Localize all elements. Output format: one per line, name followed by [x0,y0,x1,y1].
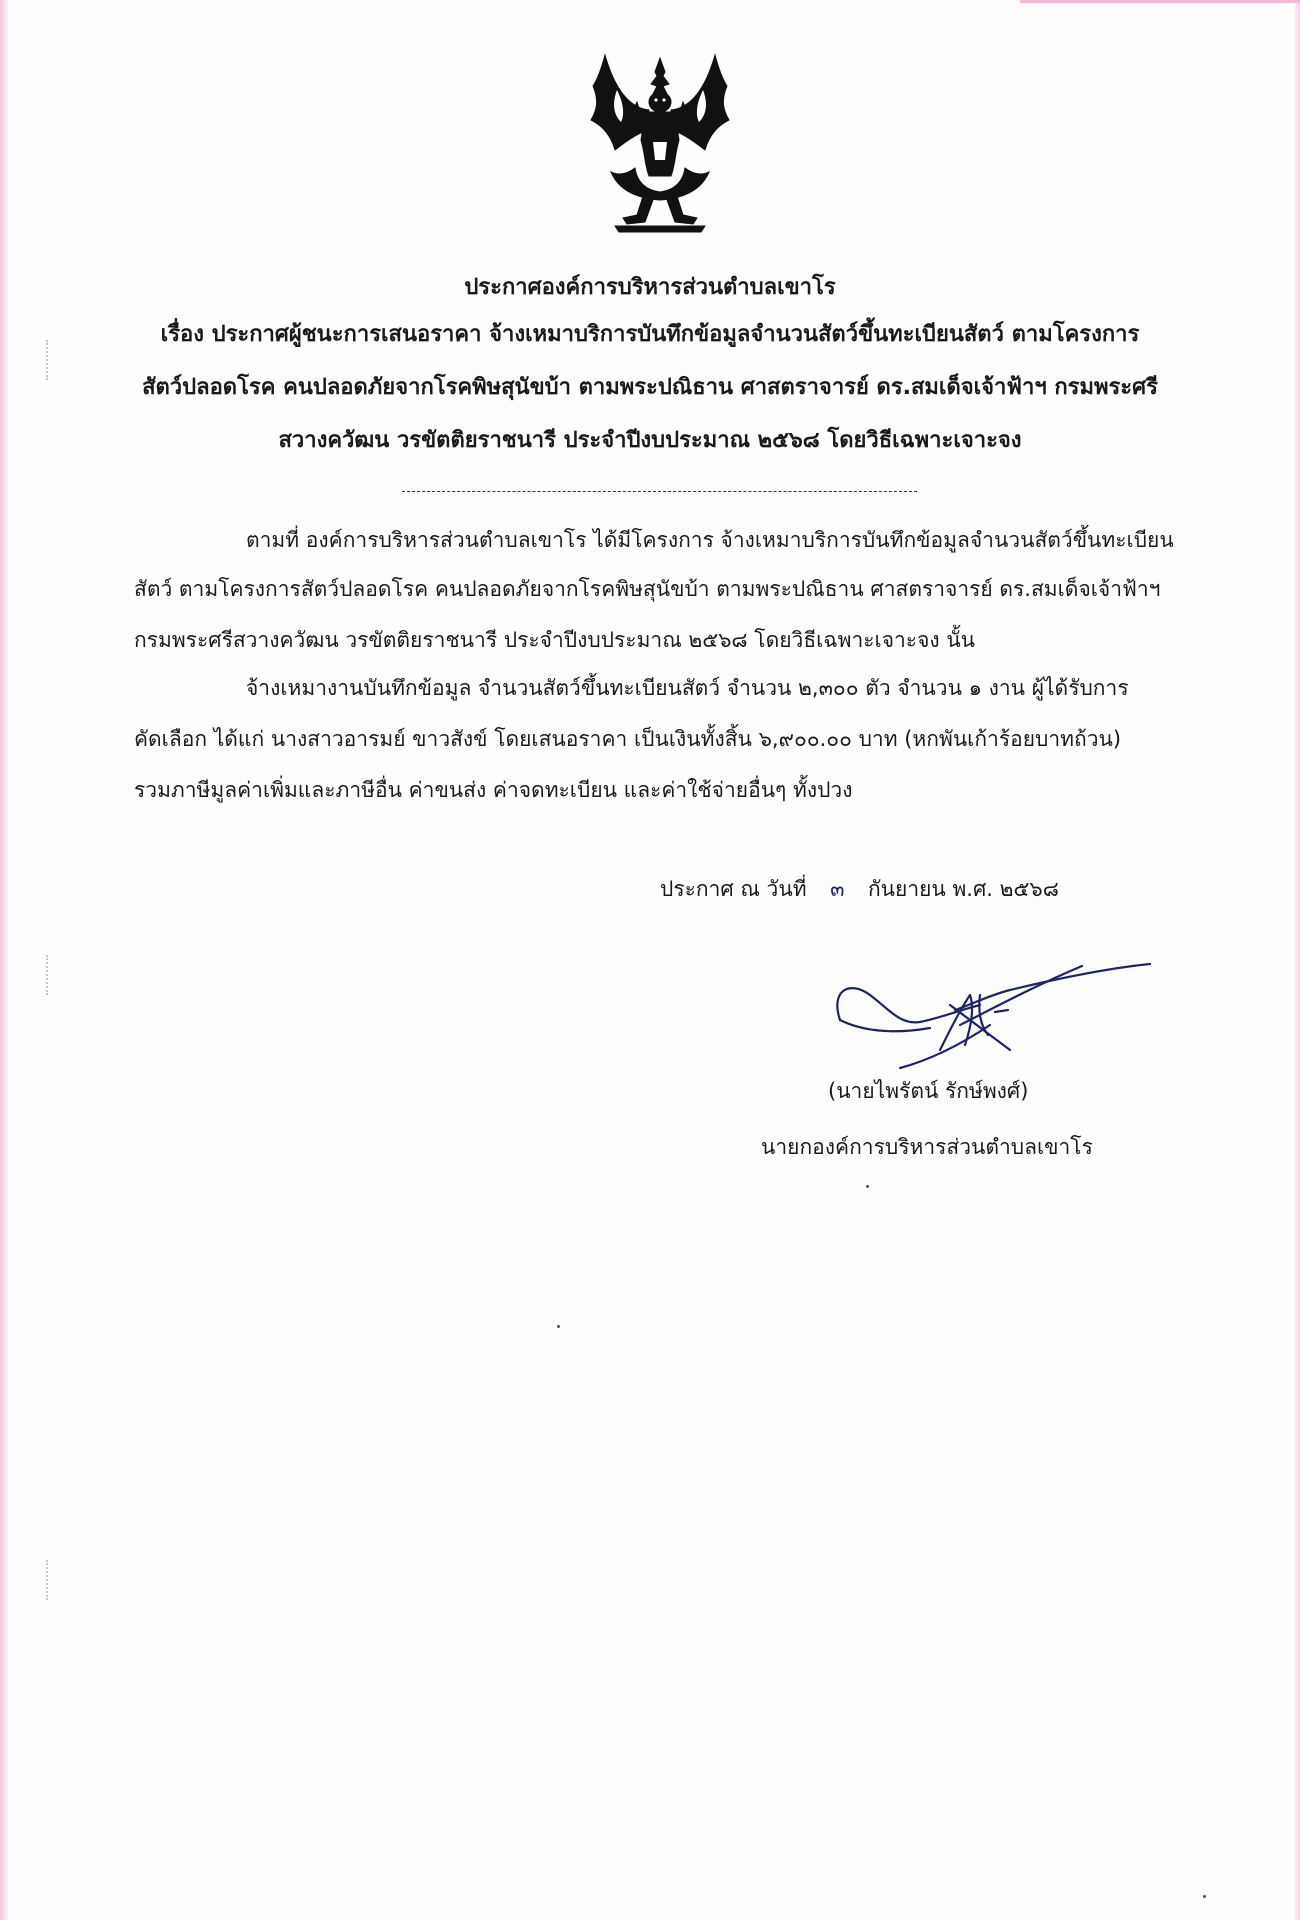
scan-edge-top [1020,0,1300,3]
divider [402,491,917,492]
scan-speck [557,1325,560,1328]
date-prefix: ประกาศ ณ วันที่ [660,877,807,901]
body-text: จ้างเหมางานบันทึกข้อมูล จำนวนสัตว์ขึ้นทะเบียนสัตว์ จำนวน ๒,๓๐๐ ตัว จำนวน ๑ งาน ผู้ได้รับการ [246,676,1129,700]
signatory-position: นายกองค์การบริหารส่วนตำบลเขาโร [761,1135,1093,1159]
body-text: คัดเลือก ได้แก่ นางสาวอารมย์ ขาวสังข์ โดยเสนอราคา เป็นเงินทั้งสิ้น ๖,๙๐๐.๐๐ บาท (หกพันเก้าร้อยบาทถ้วน) [134,727,1122,751]
announcement-title: ประกาศองค์การบริหารส่วนตำบลเขาโร [464,275,836,300]
body-text: ตามที่ องค์การบริหารส่วนตำบลเขาโร ได้มีโครงการ จ้างเหมาบริการบันทึกข้อมูลจำนวนสัตว์ขึ้นทะเบียน [246,528,1174,552]
subject-line: สัตว์ปลอดโรค คนปลอดภัยจากโรคพิษสุนัขบ้า ตามพระปณิธาน ศาสตราจารย์ ดร.สมเด็จเจ้าฟ้าฯ กรมพระศรี [142,375,1158,400]
body-text: รวมภาษีมูลค่าเพิ่มและภาษีอื่น ค่าขนส่ง ค่าจดทะเบียน และค่าใช้จ่ายอื่นๆ ทั้งปวง [134,778,853,802]
punch-mark [46,1560,62,1600]
body-text: กรมพระศรีสวางควัฒน วรขัตติยราชนารี ประจำปีงบประมาณ ๒๕๖๘ โดยวิธีเฉพาะเจาะจง นั้น [134,628,976,652]
scan-speck [866,1185,869,1188]
date-day: ๓ [830,877,845,901]
subject-line: เรื่อง ประกาศผู้ชนะการเสนอราคา จ้างเหมาบริการบันทึกข้อมูลจำนวนสัตว์ขึ้นทะเบียนสัตว์ ตามโครงการ [160,322,1140,347]
date-month-year: กันยายน พ.ศ. ๒๕๖๘ [867,877,1059,901]
subject-line: สวางควัฒน วรขัตติยราชนารี ประจำปีงบประมาณ ๒๕๖๘ โดยวิธีเฉพาะเจาะจง [278,428,1022,453]
announcement-date [660,873,1059,906]
signatory-name: (นายไพรัตน์ รักษ์พงศ์) [828,1079,1029,1103]
handwritten-signature [820,950,1160,1070]
body-text: สัตว์ ตามโครงการสัตว์ปลอดโรค คนปลอดภัยจากโรคพิษสุนัขบ้า ตามพระปณิธาน ศาสตราจารย์ ดร.สมเด็จเจ้าฟ้าฯ [134,577,1161,601]
garuda-emblem-icon [575,50,745,235]
scan-speck [1203,1895,1206,1898]
punch-mark [46,955,62,995]
